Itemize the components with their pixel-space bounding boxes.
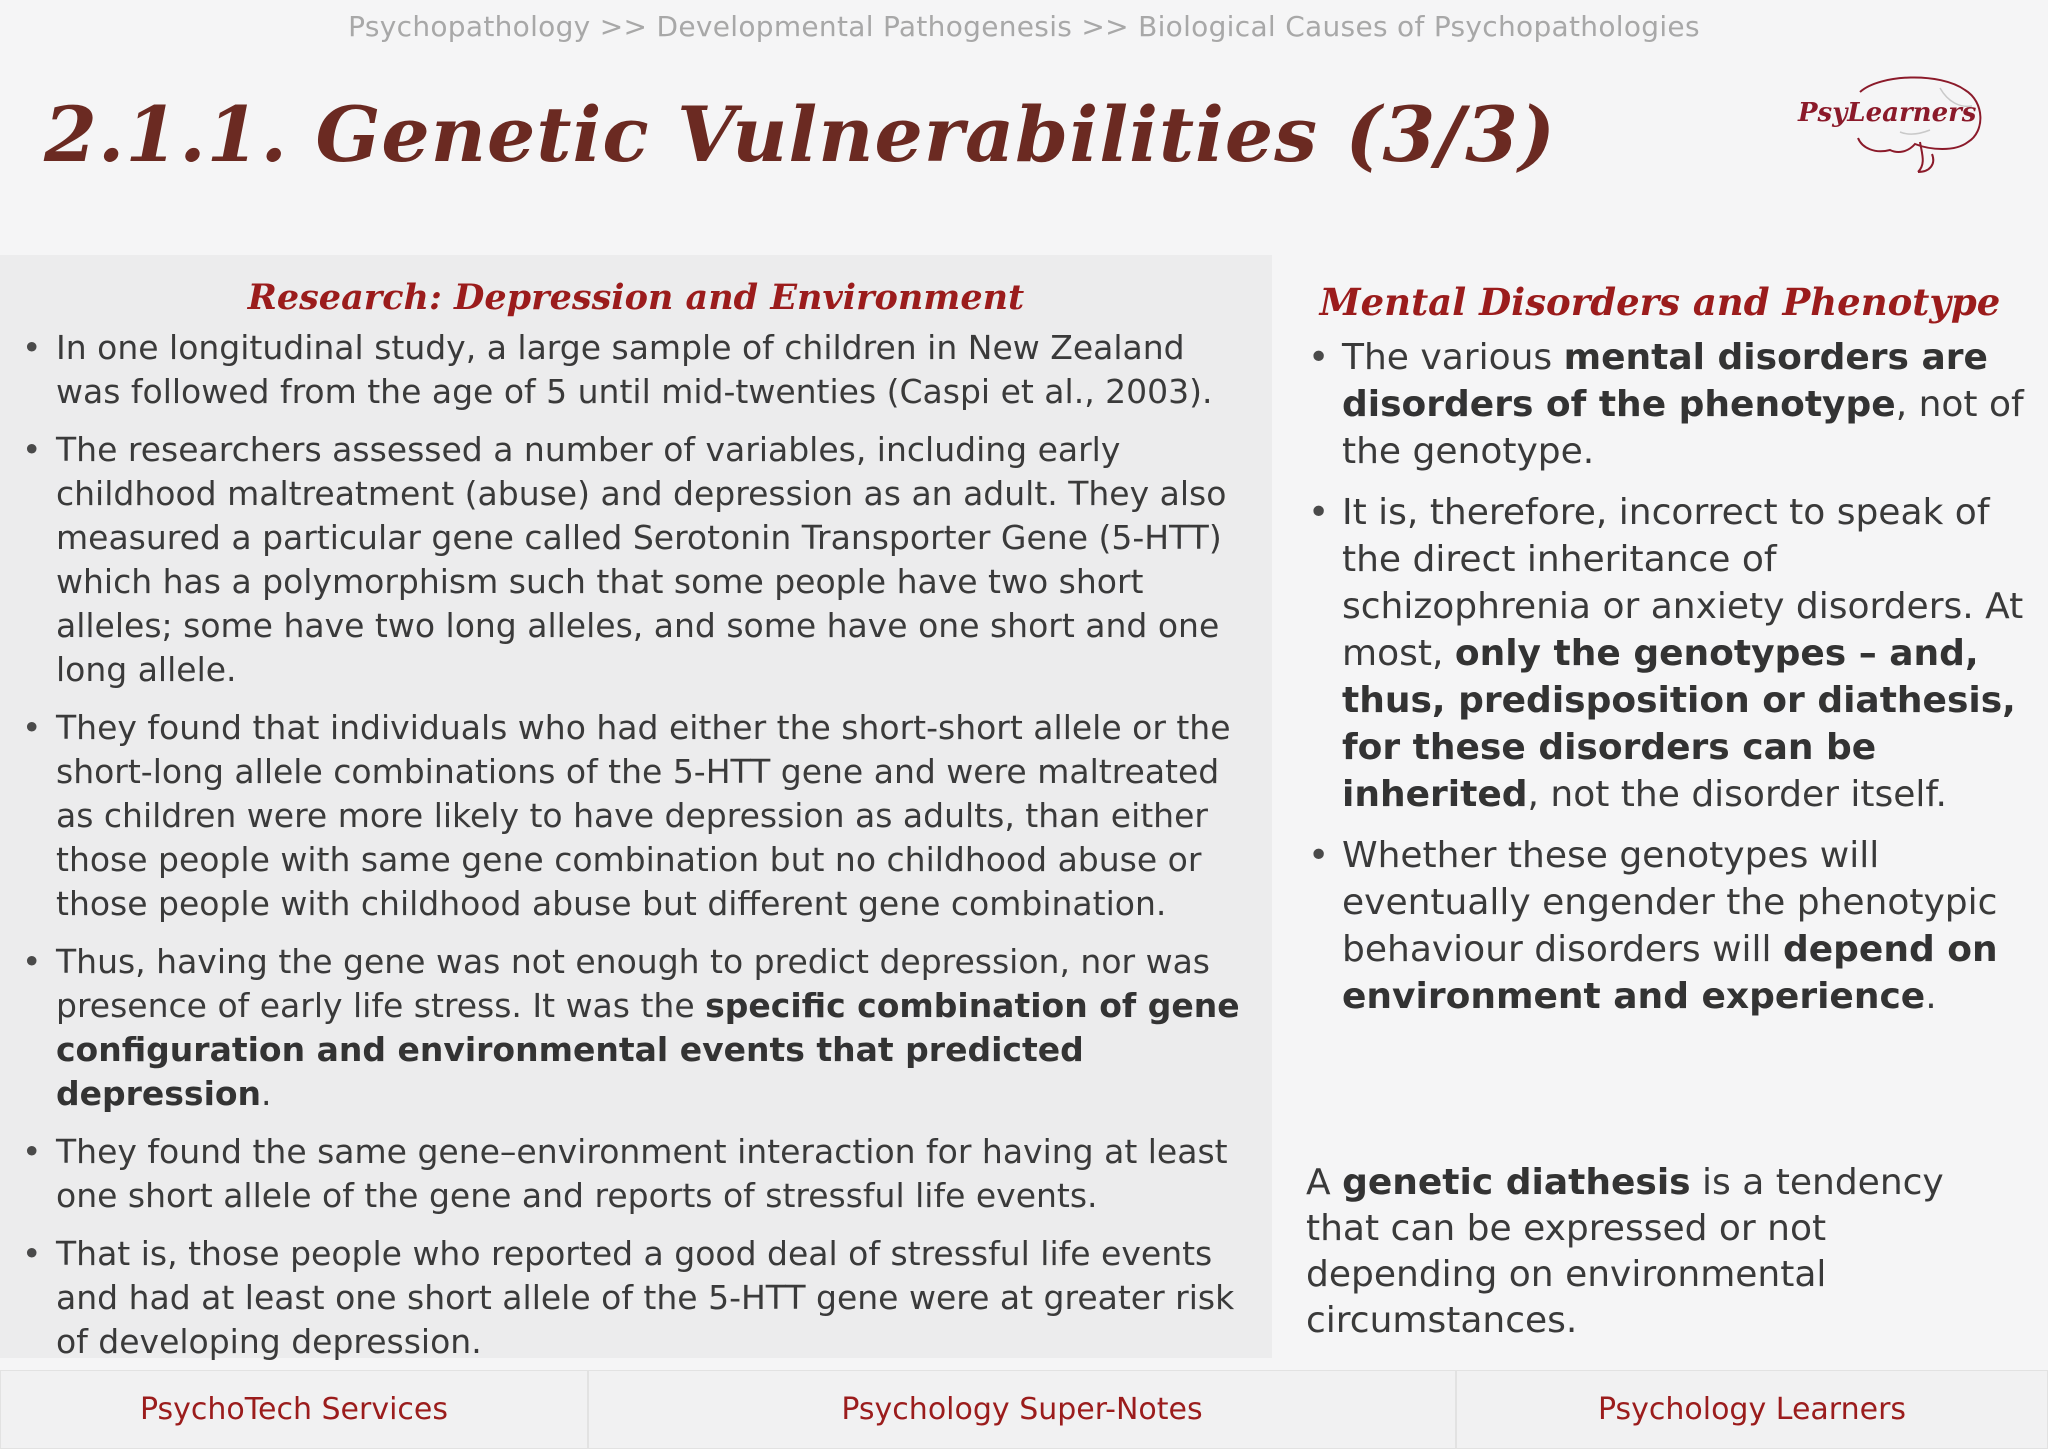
footer-link-psychotech[interactable]: PsychoTech Services [0, 1370, 588, 1449]
list-item: • They found the same gene–environment interaction for having at least one short allele of the gene and reports of stressful life events. [56, 1130, 1254, 1218]
phenotype-list [1272, 334, 2048, 1020]
list-item: • Thus, having the gene was not enough to predict depression, nor was presence of early life stress. It was the specific combination of gene configuration and environmental events that predicted depression. [56, 940, 1254, 1116]
list-item: • It is, therefore, incorrect to speak of the direct inheritance of schizophrenia or anxiety disorders. At most, only the genotypes – and, thus, predisposition or diathesis, for these disorders can be inherited, not the disorder itself. [1342, 489, 2024, 818]
research-panel [0, 255, 1272, 1361]
logo[interactable] [1790, 72, 1990, 182]
breadcrumb: Psychopathology >> Developmental Pathogenesis >> Biological Causes of Psychopathologies [348, 10, 1700, 43]
logo-text: PsyLearners [1798, 98, 1977, 128]
list-item: • The various mental disorders are disorders of the phenotype, not of the genotype. [1342, 334, 2024, 475]
research-list [0, 326, 1272, 1364]
page-title: 2.1.1. Genetic Vulnerabilities (3/3) [44, 90, 1556, 179]
footer-link-super-notes[interactable]: Psychology Super-Notes [588, 1370, 1456, 1449]
list-item: • The researchers assessed a number of variables, including early childhood maltreatment (abuse) and depression as an adult. They also measured a particular gene called Serotonin Transporter Gene (5-HTT) which has a polymorphism such that some people have two short alleles; some have two long alleles, and some have one short and one long allele. [56, 428, 1254, 692]
research-heading: Research: Depression and Environment [247, 277, 1025, 318]
phenotype-heading: Mental Disorders and Phenotype [1319, 280, 2001, 324]
list-item: • That is, those people who reported a good deal of stressful life events and had at least one short allele of the 5-HTT gene were at greater risk of developing depression. [56, 1232, 1254, 1364]
footer [0, 1370, 2048, 1449]
footer-link-psychology-learners[interactable]: Psychology Learners [1456, 1370, 2048, 1449]
diathesis-note: A genetic diathesis is a tendency that can be expressed or not depending on environmental circumstances. [1306, 1162, 1944, 1341]
phenotype-panel [1272, 255, 2048, 1358]
list-item: • In one longitudinal study, a large sample of children in New Zealand was followed from the age of 5 until mid-twenties (Caspi et al., 2003). [56, 326, 1254, 414]
list-item: • Whether these genotypes will eventually engender the phenotypic behaviour disorders will depend on environment and experience. [1342, 832, 2024, 1020]
list-item: • They found that individuals who had either the short-short allele or the short-long allele combinations of the 5-HTT gene and were maltreated as children were more likely to have depression as adults, than either those people with same gene combination but no childhood abuse or those people with childhood abuse but different gene combination. [56, 706, 1254, 926]
